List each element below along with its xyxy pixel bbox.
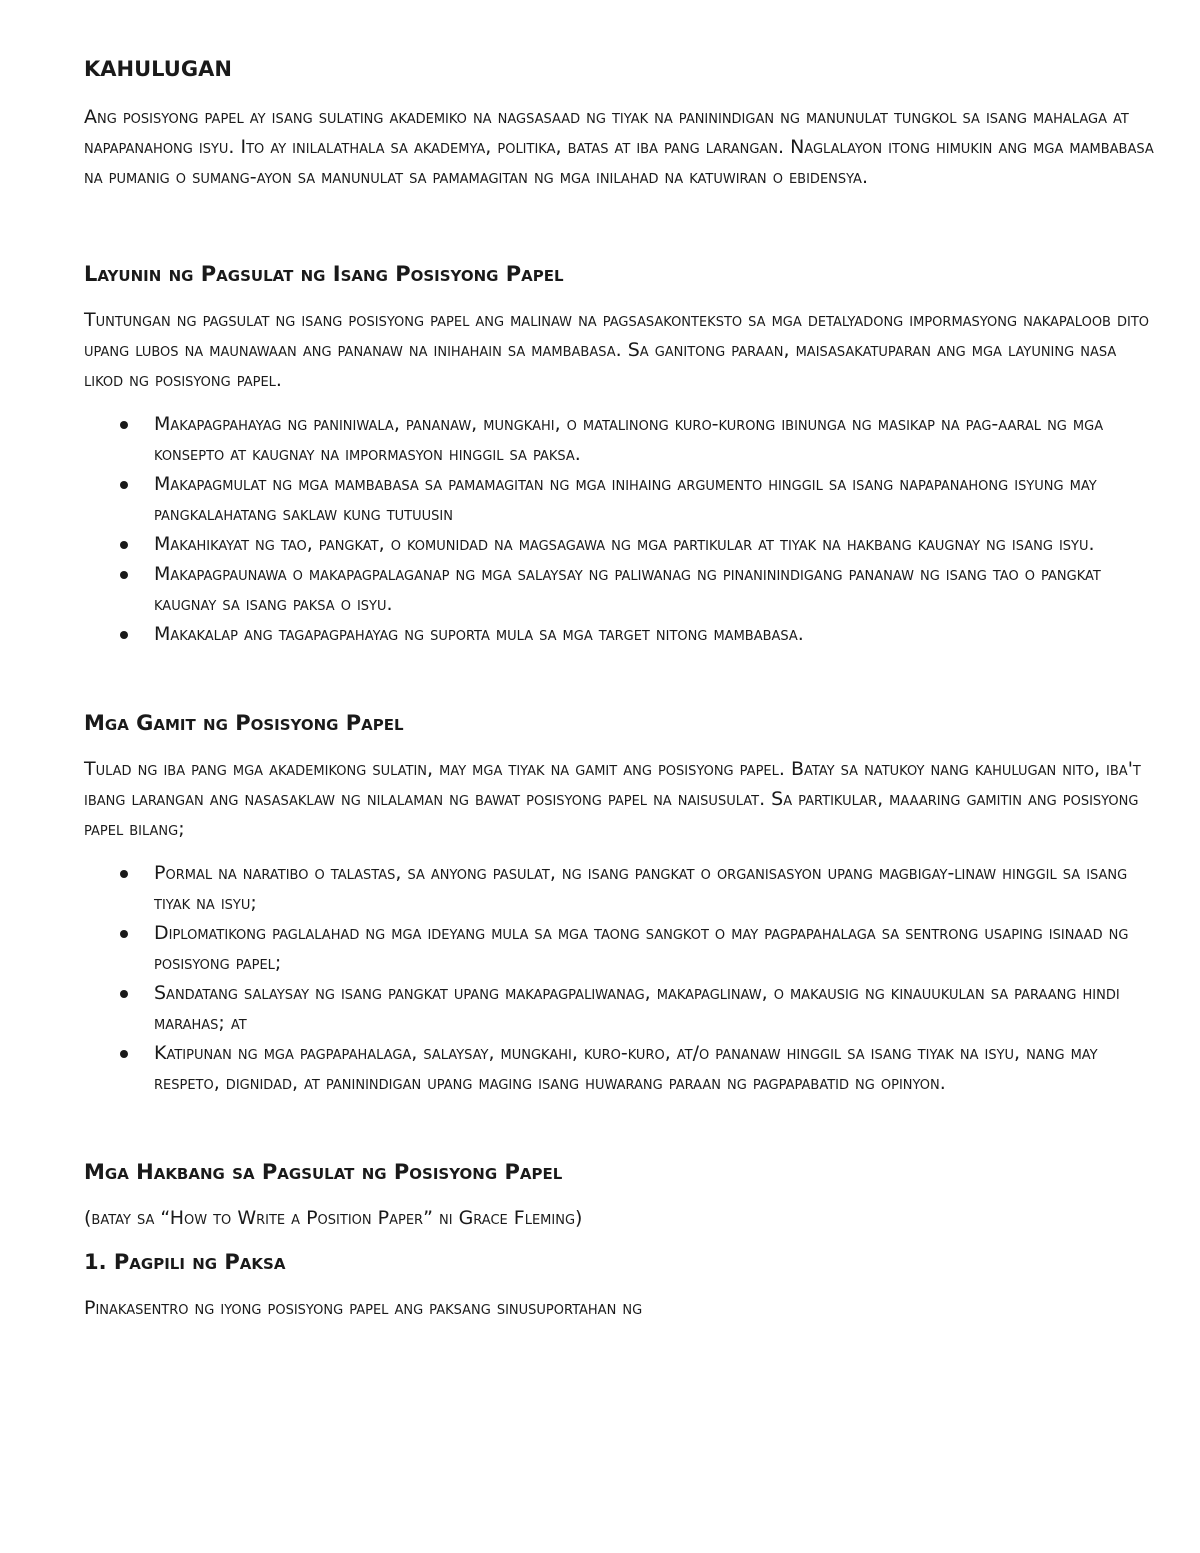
list-item-text: Makapagmulat ng mga mambabasa sa pamamagitan ng mga inihaing argumento hinggil sa isang napapanahong isyung may pangkalahatang saklaw kung tutuusin bbox=[154, 473, 1097, 525]
list-item-text: Makahikayat ng tao, pangkat, o komunidad na magsagawa ng mga partikular at tiyak na hakbang kaugnay ng isang isyu. bbox=[154, 533, 1095, 555]
bullet-icon bbox=[120, 990, 128, 998]
list-item bbox=[154, 978, 1154, 1038]
list-item bbox=[154, 559, 1154, 619]
bullet-icon bbox=[120, 930, 128, 938]
list-item-text: Makapagpaunawa o makapagpalaganap ng mga salaysay ng paliwanag ng pinaninindigang pananaw ng isang tao o pangkat kaugnay sa isang paksa o isyu. bbox=[154, 563, 1101, 615]
section-title-kahulugan: KAHULUGAN bbox=[84, 57, 232, 81]
gamit-paragraph: Tulad ng iba pang mga akademikong sulatin, may mga tiyak na gamit ang posisyong papel. Batay sa natukoy nang kahulugan nito, iba't ibang larangan ang nasasaklaw ng nilalaman ng bawat posisyong papel na naisusulat. Sa partikular, maaaring gamitin ang posisyong papel bilang; bbox=[84, 758, 1141, 840]
bullet-icon bbox=[120, 481, 128, 489]
layunin-list bbox=[84, 409, 1154, 649]
hakbang-source-note: (batay sa “How to Write a Position Paper” ni Grace Fleming) bbox=[84, 1207, 583, 1229]
list-item-text: Katipunan ng mga pagpapahalaga, salaysay, mungkahi, kuro-kuro, at/o pananaw hinggil sa isang tiyak na isyu, nang may respeto, dignidad, at paninindigan upang maging isang huwarang paraan ng pagpapabatid ng opinyon. bbox=[154, 1042, 1098, 1094]
list-item bbox=[154, 858, 1154, 918]
list-item-text: Sandatang salaysay ng isang pangkat upang makapagpaliwanag, makapaglinaw, o makausig ng kinauukulan sa paraang hindi marahas; at bbox=[154, 982, 1120, 1034]
list-item bbox=[154, 469, 1154, 529]
list-item-text: Makapagpahayag ng paniniwala, pananaw, mungkahi, o matalinong kuro-kurong ibinunga ng masikap na pag-aaral ng mga konsepto at kaugnay na impormasyon hinggil sa paksa. bbox=[154, 413, 1104, 465]
bullet-icon bbox=[120, 571, 128, 579]
list-item bbox=[154, 409, 1154, 469]
layunin-paragraph: Tuntungan ng pagsulat ng isang posisyong papel ang malinaw na pagsasakonteksto sa mga detalyadong impormasyong nakapaloob dito upang lubos na maunawaan ang pananaw na inihahain sa mambabasa. Sa ganitong paraan, maisasakatuparan ang mga layuning nasa likod ng posisyong papel. bbox=[84, 309, 1150, 391]
section-title-gamit: Mga Gamit ng Posisyong Papel bbox=[84, 711, 404, 735]
bullet-icon bbox=[120, 631, 128, 639]
bullet-icon bbox=[120, 421, 128, 429]
section-title-hakbang: Mga Hakbang sa Pagsulat ng Posisyong Papel bbox=[84, 1160, 563, 1184]
list-item bbox=[154, 918, 1154, 978]
kahulugan-paragraph: Ang posisyong papel ay isang sulating akademiko na nagsasaad ng tiyak na paninindigan ng manunulat tungkol sa isang mahalaga at napapanahong isyu. Ito ay inilalathala sa akademya, politika, batas at iba pang larangan. Naglalayon itong himukin ang mga mambabasa na pumanig o sumang-ayon sa manunulat sa pamamagitan ng mga inilahad na katuwiran o ebidensya. bbox=[84, 106, 1154, 188]
step-1-title: 1. Pagpili ng Paksa bbox=[84, 1250, 286, 1274]
list-item bbox=[154, 619, 1154, 649]
list-item-text: Makakalap ang tagapagpahayag ng suporta mula sa mga target nitong mambabasa. bbox=[154, 623, 804, 645]
document-page bbox=[84, 54, 1154, 1323]
list-item-text: Pormal na naratibo o talastas, sa anyong pasulat, ng isang pangkat o organisasyon upang magbigay-linaw hinggil sa isang tiyak na isyu; bbox=[154, 862, 1128, 914]
list-item bbox=[154, 529, 1154, 559]
bullet-icon bbox=[120, 1050, 128, 1058]
section-title-layunin: Layunin ng Pagsulat ng Isang Posisyong Papel bbox=[84, 262, 564, 286]
step-1-paragraph: Pinakasentro ng iyong posisyong papel ang paksang sinusuportahan ng bbox=[84, 1297, 643, 1319]
gamit-list bbox=[84, 858, 1154, 1098]
list-item bbox=[154, 1038, 1154, 1098]
bullet-icon bbox=[120, 541, 128, 549]
list-item-text: Diplomatikong paglalahad ng mga ideyang mula sa mga taong sangkot o may pagpapahalaga sa sentrong usaping isinaad ng posisyong papel; bbox=[154, 922, 1129, 974]
bullet-icon bbox=[120, 870, 128, 878]
